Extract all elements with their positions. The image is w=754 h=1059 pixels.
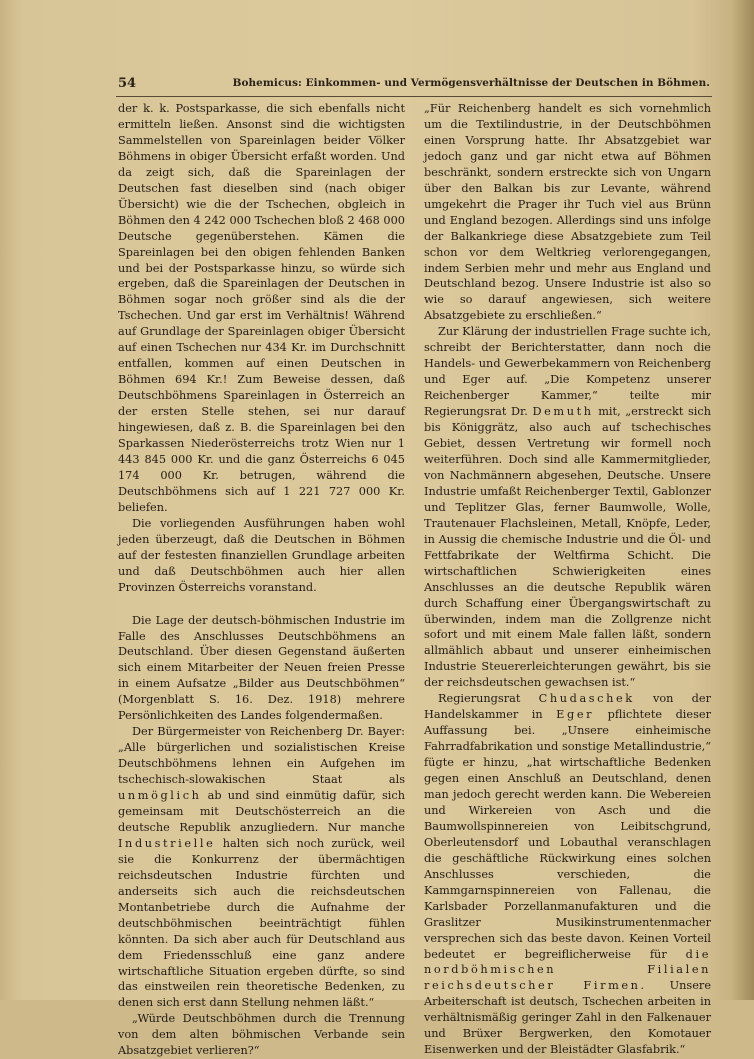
paragraph-savings-deposits: der k. k. Postsparkasse, die sich ebenfalls nicht ermitteln ließen. Ansonst sind die wichtigsten Sammelstellen von Spareinlagen beider Völker Böhmens in obiger Übersicht erfaßt worden. Und da zeigt sich, daß die Spareinlagen der Deutschen fast dieselben sind (nach obiger Übersicht) wie die der Tschechen, obgleich in Böhmen den 4 242 000 Tschechen bloß 2 468 000 Deutsche gegenüberstehen. Kämen die Spareinlagen bei den obigen fehlenden Banken und bei der Postsparkasse hinzu, so würde sich ergeben, daß die Spareinlagen der Deutschen in Böhmen sogar noch größer sind als die der Tschechen. Und gar erst im Verhältnis! Während auf Grundlage der Spareinlagen obiger Übersicht auf einen Tschechen nur 434 Kr. im Durchschnitt entfallen, kommen auf einen Deutschen in Böhmen 694 Kr.! Zum Beweise dessen, daß Deutschböhmens Spareinlagen in Österreich an der ersten Stelle stehen, sei nur darauf hingewiesen, daß z. B. die Spareinlagen bei den Sparkassen Niederösterreichs trotz Wien nur 1 443 845 000 Kr. und die ganz Österreichs 6 045 174 000 Kr. betrugen, während die Deutschböhmens sich auf 1 221 727 000 Kr. beliefen. (118, 102, 405, 514)
emphasized-text: die nordböhmischen Filialen reichsdeutscher Firmen (424, 947, 711, 993)
running-title: Bohemicus: Einkommen- und Vermögensverhältnisse der Deutschen in Böhmen. (232, 77, 710, 89)
text-run: . Unsere Arbeiterschaft ist deutsch, Tschechen arbeiten in verhältnismäßig geringer Zahl in den Falkenauer und Brüxer Bergwerken, den Komotauer Eisenwerken und der Bleistädter Glasfabrik.“ (424, 979, 711, 1057)
header-rule (116, 96, 712, 97)
paragraph-chudaschek (424, 691, 711, 1058)
paragraph-question: „Würde Deutschböhmen durch die Trennung von dem alten böhmischen Verbande sein Absatzgebiet verlieren?“ (118, 1012, 405, 1058)
page-number: 54 (118, 76, 137, 91)
page-header (118, 76, 710, 94)
paragraph-reichenberg-textile: „Für Reichenberg handelt es sich vornehmlich um die Textilindustrie, in der Deutschböhmen einen Vorsprung hatte. Ihr Absatzgebiet war jedoch ganz und gar nicht etwa auf Böhmen beschränkt, sondern erstreckte sich von Ungarn über den Balkan bis zur Levante, während umgekehrt die Prager ihr Tuch viel aus Brünn und England bezogen. Allerdings sind uns infolge der Balkankriege diese Absatzgebiete zum Teil schon vor dem Weltkrieg verlorengegangen, indem Serbien mehr und mehr aus England und Deutschland bezog. Unsere Industrie ist also so wie so darauf angewiesen, sich weitere Absatzgebiete zu erschließen.“ (424, 102, 711, 323)
text-run: von der Handelskammer in (424, 692, 711, 722)
text-run: mit, „erstreckt sich bis Königgrätz, also auch auf tschechisches Gebiet, dessen Vertretung wir formell noch weiterführen. Doch sind alle Kammermitglieder, von Nachmännern abgesehen, Deutsche. Unsere Industrie umfaßt Reichenberger Textil, Gablonzer und Teplitzer Glas, ferner Baumwolle, Wolle, Trautenauer Flachsleinen, Metall, Knöpfe, Leder, in Aussig die chemische Industrie und die Öl- und Fettfabrikate der Weltfirma Schicht. Die wirtschaftlichen Schwierigkeiten eines Anschlusses an die deutsche Republik wären durch Schaffung einer Übergangswirtschaft zu überwinden, indem man die Zollgrenze nicht sofort und mit einem Male fallen läßt, sondern allmählich abbaut und unserer einheimischen Industrie Steuererleichterungen gewährt, bis sie der reichsdeutschen gewachsen ist.“ (424, 405, 711, 690)
text-run: ab und sind einmütig dafür, sich gemeinsam mit Deutschösterreich an die deutsche Republik anzugliedern. Nur manche (118, 789, 405, 834)
text-run: Zur Klärung der industriellen Frage suchte ich, schreibt der Berichterstatter, dann noch die Handels- und Gewerbekammern von Reichenberg und Eger auf. „Die Kompetenz unserer Reichenberger Kammer,“ teilte mir Regierungsrat Dr. (424, 325, 711, 419)
text-run: halten sich noch zurück, weil sie die Konkurrenz der übermächtigen reichsdeutschen Industrie fürchten und anderseits sich auch die reichsdeutschen Montanbetriebe durch die Aufnahme der deutschböhmischen beeinträchtigt fühlen könnten. Da sich aber auch für Deutschland aus dem Friedensschluß eine ganz andere wirtschaftliche Situation ergeben dürfte, so sind das einstweilen rein theoretische Bedenken, zu denen sich erst dann Stellung nehmen läßt.“ (118, 836, 405, 1010)
paragraph-conclusion: Die vorliegenden Ausführungen haben wohl jeden überzeugt, daß die Deutschen in Böhmen auf der festesten finanziellen Grundlage arbeiten und daß Deutschböhmen auch hier allen Provinzen Österreichs voranstand. (118, 516, 405, 594)
text-run: pflichtete dieser Auffassung bei. „Unsere einheimische Fahrradfabrikation und sonstige Metallindustrie,“ fügte er hinzu, „hat wirtschaftliche Bedenken gegen einen Anschluß an Deutschland, denen man jedoch gerecht werden kann. Die Webereien und Wirkereien von Asch und die Baumwollspinnereien von Leibitschgrund, Oberleutensdorf und Lobauthal veranschlagen die geschäftliche Rückwirkung eines solchen Anschlusses verschieden, die Kammgarnspinnereien von Fallenau, die Karlsbader Porzellanmanufakturen und die Graslitzer Musikinstrumentenmacher versprechen sich das beste davon. Keinen Vorteil bedeutet er begreiflicherweise für (424, 708, 711, 961)
right-column (424, 101, 711, 1058)
emphasized-text: Chudaschek (538, 692, 635, 706)
emphasized-text: Eger (556, 708, 595, 722)
paragraph-industry-situation: Die Lage der deutsch-böhmischen Industrie im Falle des Anschlusses Deutschböhmens an Deutschland. Über diesen Gegenstand äußerten sich einem Mitarbeiter der Neuen freien Presse in einem Aufsatze „Bilder aus Deutschböhmen“ (Morgenblatt S. 16. Dez. 1918) mehrere Persönlichkeiten des Landes folgendermaßen. (118, 613, 405, 723)
paragraph-mayor-bayer (118, 724, 405, 1011)
page-edge-shadow (732, 0, 754, 1000)
text-run: Regierungsrat (438, 692, 539, 706)
emphasized-text: Demuth (532, 405, 594, 419)
left-column (118, 101, 405, 1059)
emphasized-text: unmöglich (118, 789, 202, 803)
paragraph-chamber-demuth (424, 324, 711, 691)
text-run: Der Bürgermeister von Reichenberg Dr. Bayer: „Alle bürgerlichen und sozialistischen Kreise Deutschböhmens lehnen ein Aufgehen im tschechisch-slowakischen Staat als (118, 725, 405, 787)
emphasized-text: Industrielle (118, 836, 216, 850)
